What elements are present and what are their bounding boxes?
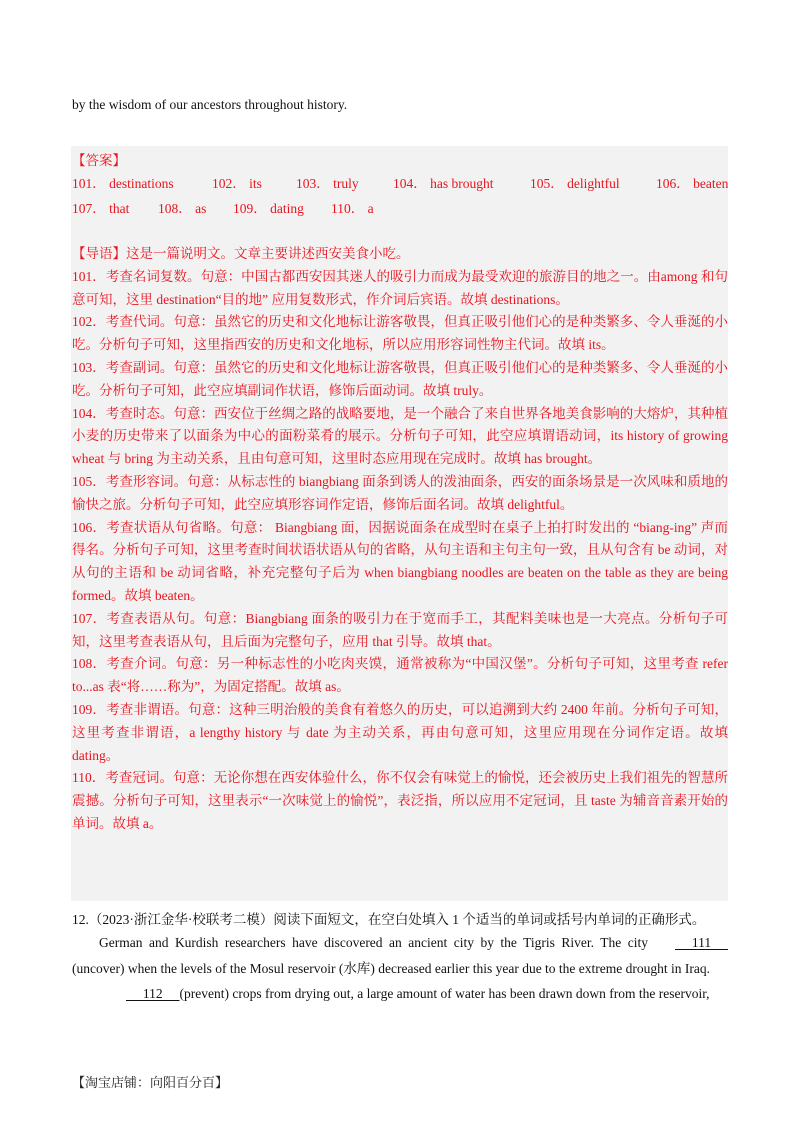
footer-shop-label: 【淘宝店铺：向阳百分百】 xyxy=(72,1076,229,1091)
explanation-item: 102．考查代词。句意：虽然它的历史和文化地标让游客敬畏，但真正吸引他们心的是种类繁多、令人垂涎的小吃。分析句子可知，这里指西安的历史和文化地标，所以应用形容词性物主代词。故填 its。 xyxy=(72,314,728,353)
answer-item: 104． has brought xyxy=(393,176,494,191)
explanation-item: 109．考查非谓语。句意：这种三明治般的美食有着悠久的历史，可以追溯到大约 2400 年前。分析句子可知，这里考查非谓语，a lengthy history 与 date 为主动关系，再由句意可知，这里应用现在分词作定语。故填 dating。 xyxy=(72,701,728,763)
question-passage xyxy=(72,930,728,1007)
blank-112[interactable]: 112 xyxy=(126,986,180,1001)
answer-item: 108． as xyxy=(158,201,207,216)
explanation-section xyxy=(72,243,728,836)
answer-item: 106． beaten xyxy=(656,176,729,191)
answer-label: 【答案】 xyxy=(72,153,126,168)
passage-paragraph-2: 112 (prevent) crops from drying out, a large amount of water has been drawn down from the reservoir, xyxy=(72,981,728,1007)
answer-item: 102． its xyxy=(212,176,262,191)
answer-item: 109． dating xyxy=(233,201,304,216)
answer-item: 103． truly xyxy=(296,176,359,191)
answer-item: 107． that xyxy=(72,201,130,216)
passage-paragraph-1: German and Kurdish researchers have discovered an ancient city by the Tigris River. The city 111 (uncover) when the levels of the Mosul reservoir (水库) decreased earlier this year due to the extreme drought in Iraq. xyxy=(72,930,728,981)
explanation-item: 106．考查状语从句省略。句意： Biangbiang 面，因据说面条在成型时在桌子上拍打时发出的 “biang-ing” 声而得名。分析句子可知，这里考查时间状语状语从句的省略，从句主语和主句主句一致，且从句含有 be 动词，对从句的主语和 be 动词省略，补充完整句子后为 when biangbiang noodles are beaten on the table as they are being formed。故填 beaten。 xyxy=(72,519,728,603)
explanation-item: 104．考查时态。句意：西安位于丝绸之路的战略要地，是一个融合了来自世界各地美食影响的大熔炉，其种植小麦的历史带来了以面条为中心的面粉菜肴的展示。分析句子可知，此空应填谓语动词，its history of growing wheat 与 bring 为主动关系，且由句意可知，这里时态应用现在完成时。故填 has brought。 xyxy=(72,405,728,467)
answer-item: 101． destinations xyxy=(72,176,174,191)
explanation-item: 105．考查形容词。句意：从标志性的 biangbiang 面条到诱人的泼油面条，西安的面条场景是一次风味和质地的愉快之旅。分析句子可知，此空应填形容词作定语，修饰后面名词。故填 delightful。 xyxy=(72,473,728,512)
question-header: 12.（2023·浙江金华·校联考二模）阅读下面短文，在空白处填入 1 个适当的单词或括号内单词的正确形式。 xyxy=(72,912,706,927)
answer-item: 110． a xyxy=(331,201,374,216)
explanation-item: 101．考查名词复数。句意：中国古都西安因其迷人的吸引力而成为最受欢迎的旅游目的地之一。由among 和句意可知，这里 destination“目的地” 应用复数形式，作介词后宾语。故填 destinations。 xyxy=(72,268,728,307)
explanation-item: 103．考查副词。句意：虽然它的历史和文化地标让游客敬畏，但真正吸引他们心的是种类繁多、令人垂涎的小吃。分析句子可知，此空应填副词作状语，修饰后面动词。故填 truly。 xyxy=(72,359,728,398)
explanation-item: 108．考查介词。句意：另一种标志性的小吃肉夹馍，通常被称为“中国汉堡”。分析句子可知，这里考查 refer to...as 表“将……称为”，为固定搭配。故填 as。 xyxy=(72,656,728,695)
explanation-intro: 【导语】这是一篇说明文。文章主要讲述西安美食小吃。 xyxy=(72,246,410,261)
answer-item: 105． delightful xyxy=(530,176,620,191)
explanation-item: 110．考查冠词。句意：无论你想在西安体验什么，你不仅会有味觉上的愉悦，还会被历史上我们祖先的智慧所震撼。分析句子可知，这里表示“一次味觉上的愉悦”，表泛指，所以应用不定冠词，且 taste 为辅音音素开始的单词。故填 a。 xyxy=(72,770,728,831)
passage-continuation: by the wisdom of our ancestors throughout history. xyxy=(72,97,348,112)
explanation-item: 107．考查表语从句。句意：Biangbiang 面条的吸引力在于宽而手工，其配料美味也是一大亮点。分析句子可知，这里考查表语从句，且后面为完整句子，应用 that 引导。故填 that。 xyxy=(72,610,728,649)
blank-111[interactable]: 111 xyxy=(675,935,728,950)
